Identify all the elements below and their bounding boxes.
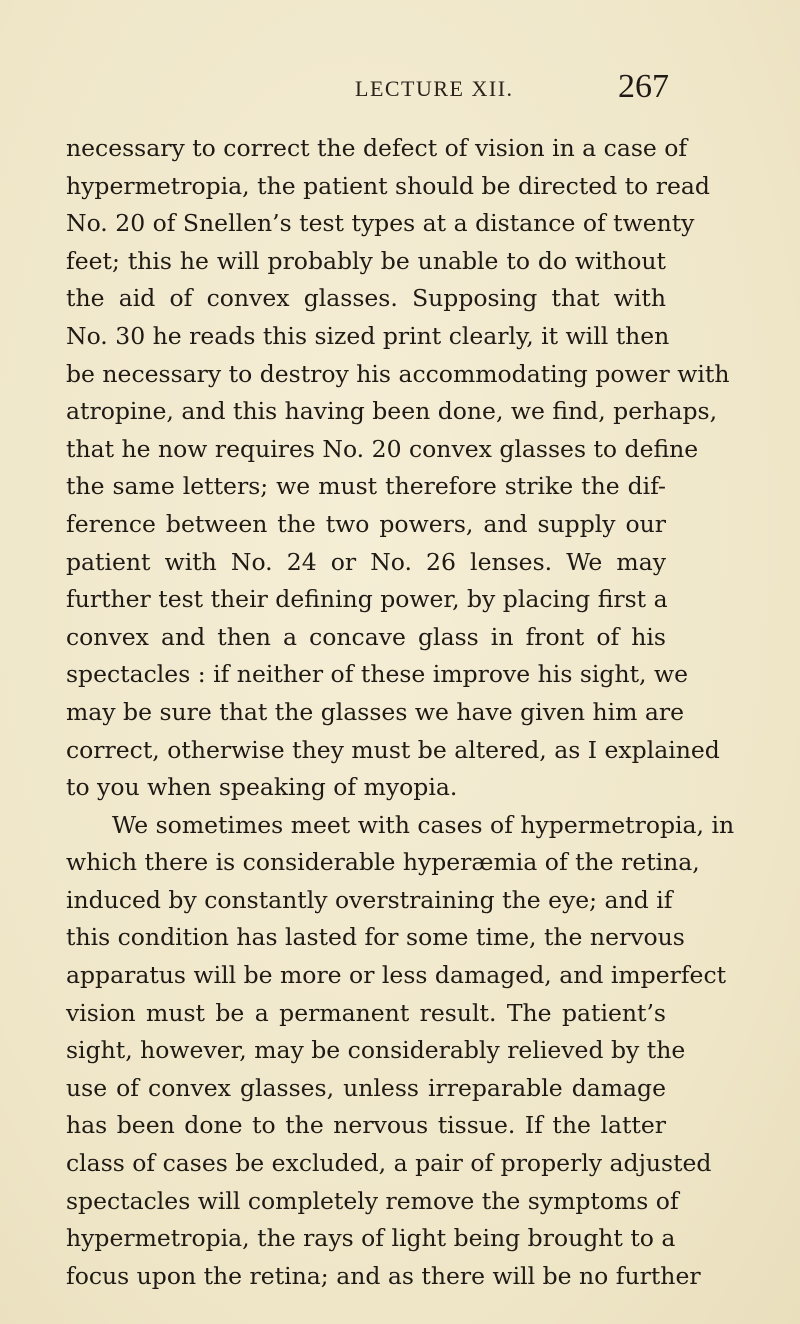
text-line: spectacles will completely remove the symptoms of — [66, 1186, 679, 1215]
text-line: the same letters; we must therefore strike the dif- — [66, 472, 666, 501]
text-line: convex and then a concave glass in front of his — [66, 622, 666, 651]
text-line: apparatus will be more or less damaged, and imperfect — [66, 961, 727, 990]
text-line: be necessary to destroy his accommodating power with — [66, 359, 730, 388]
text-line: sight, however, may be considerably relieved by the — [66, 1036, 686, 1065]
text-line: induced by constantly overstraining the eye; and if — [66, 885, 673, 914]
text-line: hypermetropia, the patient should be directed to read — [66, 171, 710, 200]
text-line: atropine, and this having been done, we find, perhaps, — [66, 397, 718, 426]
text-line: focus upon the retina; and as there will be no further — [66, 1261, 701, 1290]
body-text — [66, 130, 735, 1295]
text-line: has been done to the nervous tissue. If the latter — [66, 1111, 666, 1140]
paragraph-end-line: to you when speaking of myopia. — [66, 773, 458, 802]
running-title: LECTURE XII. — [355, 76, 514, 101]
text-line: No. 30 he reads this sized print clearly, it will then — [66, 321, 670, 350]
text-line: necessary to correct the defect of vision in a case of — [66, 134, 688, 162]
text-line: further test their defining power, by placing first a — [66, 585, 668, 614]
text-line: hypermetropia, the rays of light being brought to a — [66, 1224, 676, 1253]
text-line: that he now requires No. 20 convex glasses to define — [66, 434, 699, 463]
text-line: class of cases be excluded, a pair of properly adjusted — [66, 1149, 712, 1178]
text-line: which there is considerable hyperæmia of the retina, — [66, 848, 700, 877]
running-head — [0, 68, 800, 114]
text-line: feet; this he will probably be unable to do without — [66, 246, 666, 275]
paragraph-start-line: We sometimes meet with cases of hypermetropia, in — [112, 810, 735, 839]
text-line: spectacles : if neither of these improve his sight, we — [66, 660, 689, 689]
text-line: the aid of convex glasses. Supposing that with — [66, 284, 666, 313]
text-line: patient with No. 24 or No. 26 lenses. We may — [66, 547, 666, 576]
text-line: may be sure that the glasses we have given him are — [66, 697, 685, 726]
text-line: use of convex glasses, unless irreparable damage — [66, 1073, 666, 1102]
text-line: correct, otherwise they must be altered, as I explained — [66, 735, 720, 764]
text-line: No. 20 of Snellen’s test types at a distance of twenty — [66, 209, 695, 238]
text-line: ference between the two powers, and supply our — [66, 509, 666, 538]
page-number: 267 — [618, 68, 669, 105]
text-line: this condition has lasted for some time, the nervous — [66, 923, 685, 952]
text-line: vision must be a permanent result. The patient’s — [66, 998, 666, 1027]
